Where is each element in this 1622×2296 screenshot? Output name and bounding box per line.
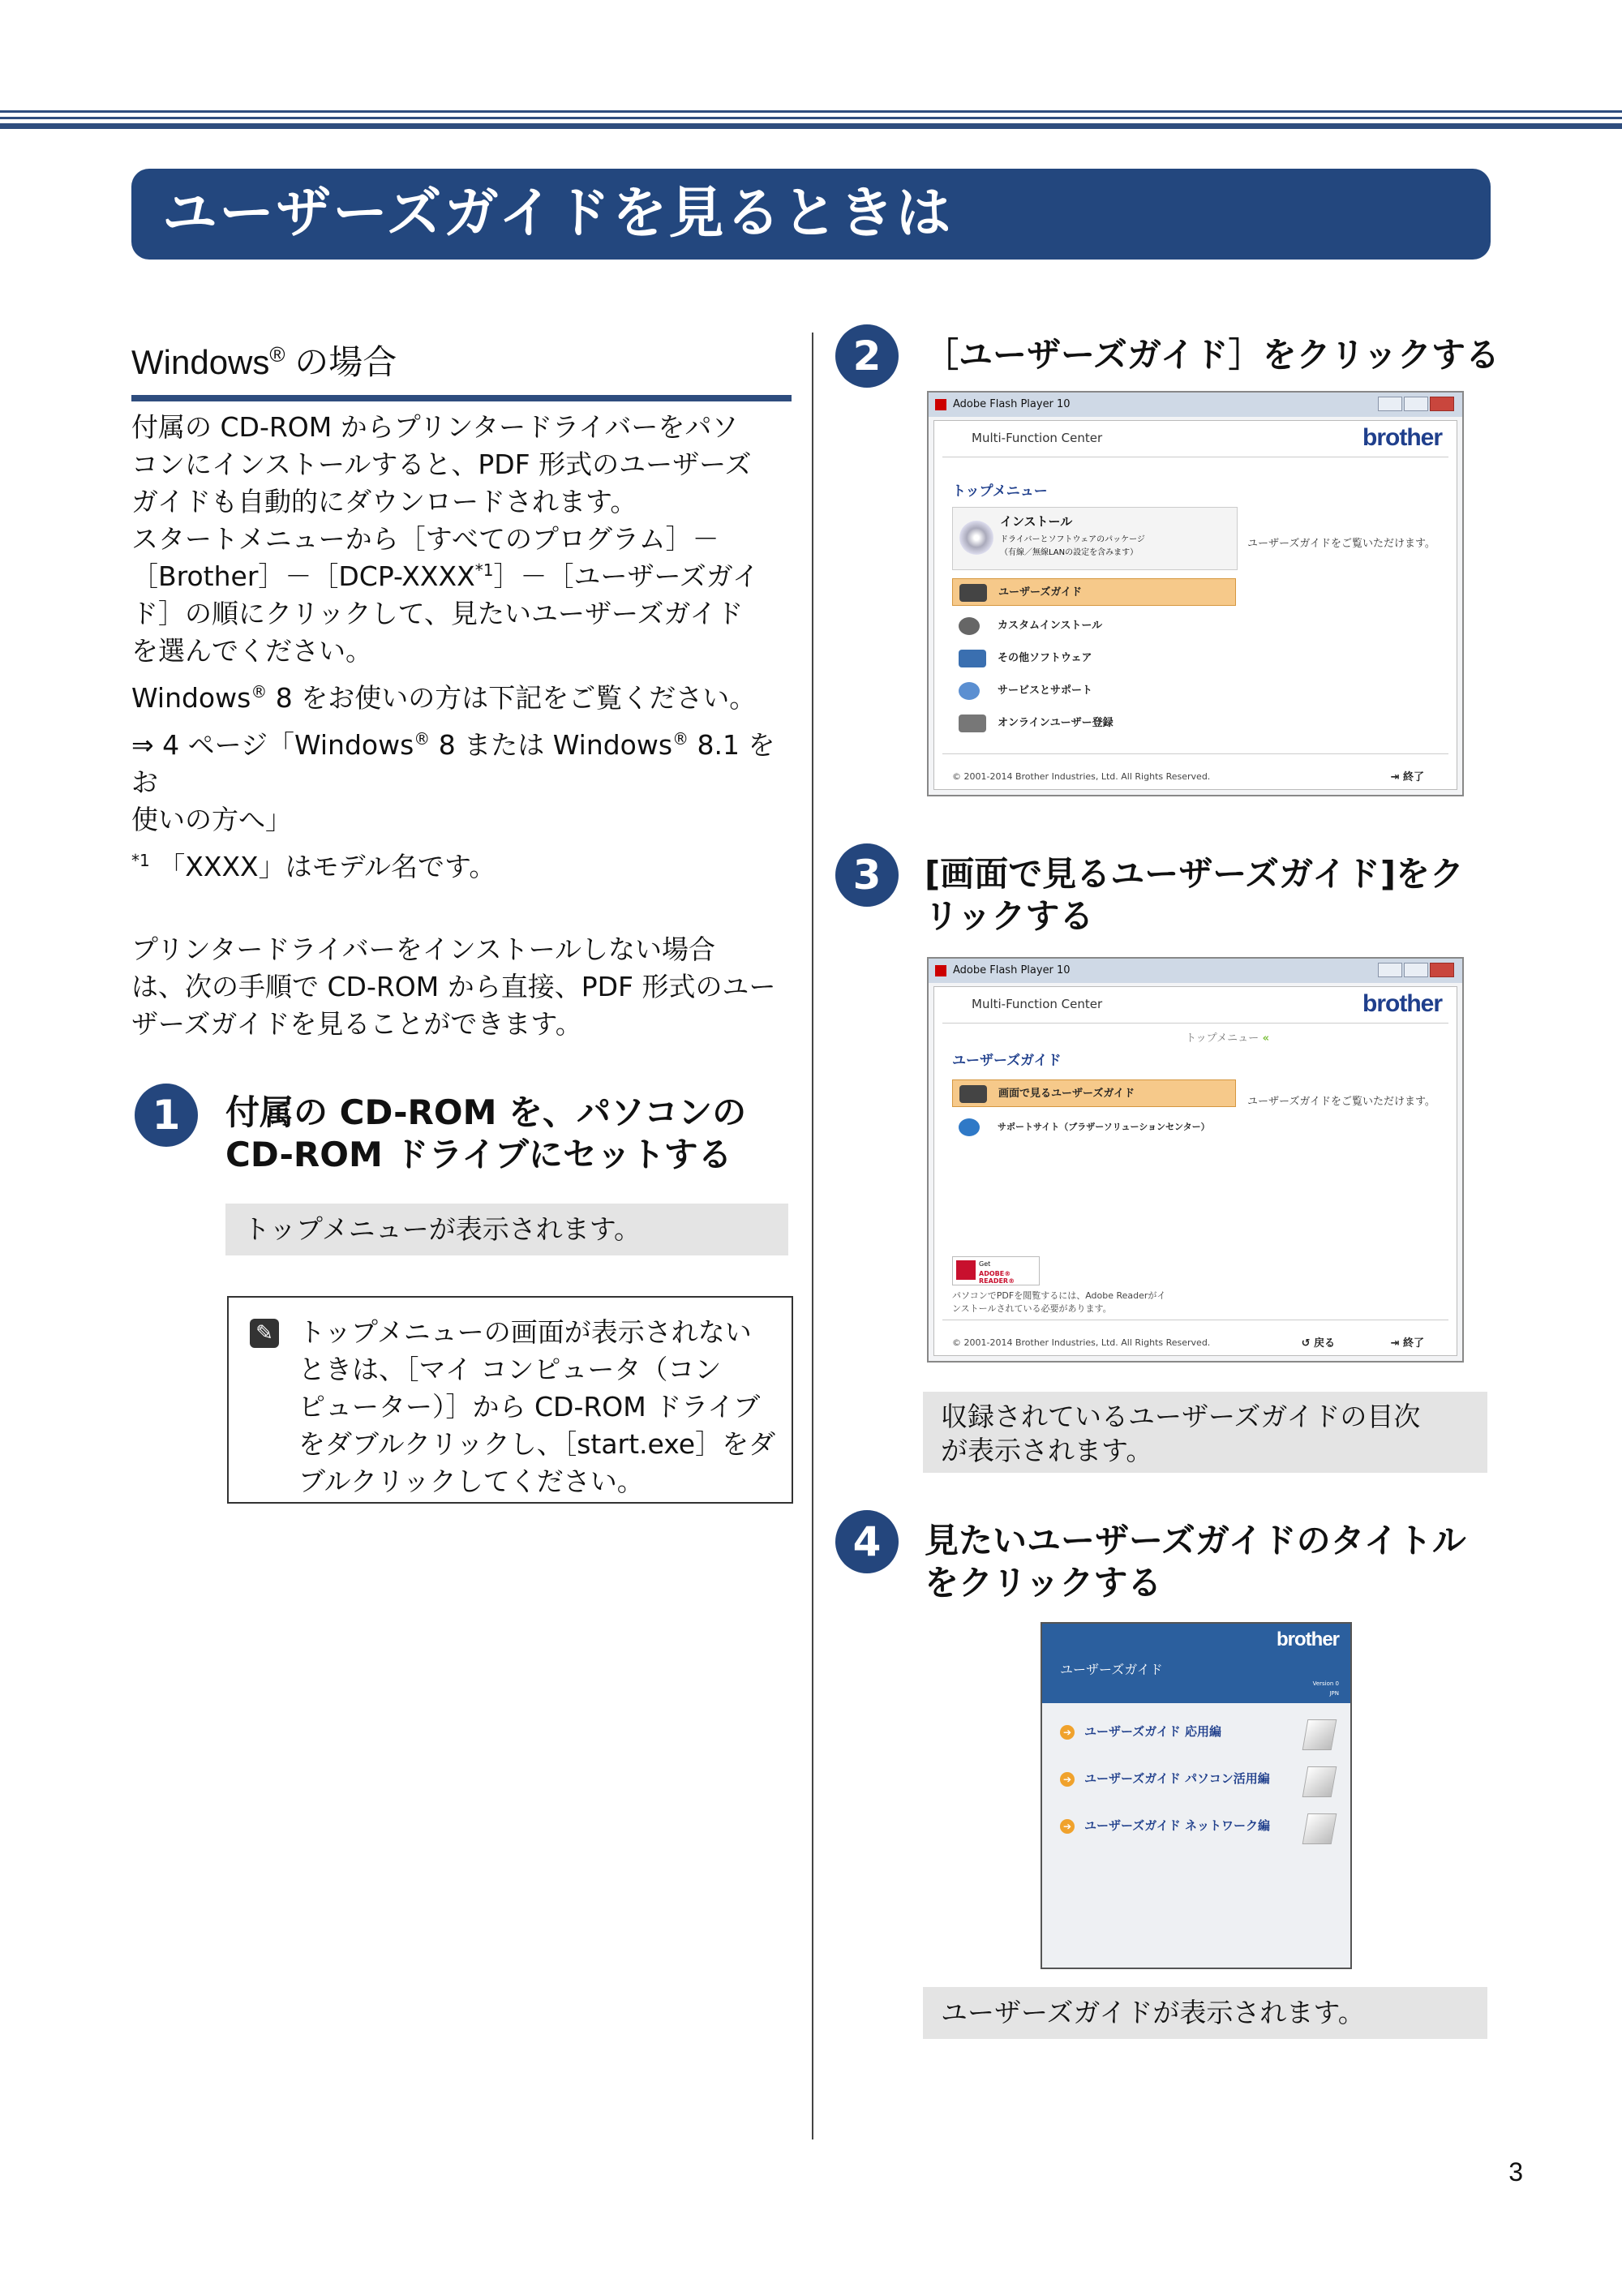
header-rule bbox=[0, 117, 1622, 119]
screenshot-top-menu bbox=[927, 391, 1464, 796]
adobe-get: Get bbox=[979, 1260, 991, 1268]
close-button[interactable] bbox=[1430, 963, 1454, 977]
description-text: ユーザーズガイドをご覧いただけます。 bbox=[1247, 1096, 1435, 1108]
arrow-icon: ➔ bbox=[1060, 1819, 1075, 1834]
exit-icon: ⇥ bbox=[1390, 1337, 1403, 1350]
guide-language: JPN bbox=[1329, 1690, 1339, 1697]
menu-user-guide[interactable]: ユーザーズガイド bbox=[952, 578, 1236, 606]
adobe-reader-badge[interactable] bbox=[952, 1256, 1040, 1285]
exit-button[interactable]: ⇥ 終了 bbox=[1390, 1337, 1424, 1350]
adobe-reader: ADOBE® READER® bbox=[979, 1270, 1015, 1285]
maximize-button[interactable] bbox=[1404, 963, 1428, 977]
page-number: 3 bbox=[1508, 2157, 1523, 2187]
breadcrumb-top-menu[interactable]: トップメニュー « bbox=[1186, 1032, 1270, 1045]
guide-link-advanced[interactable]: ➔ ユーザーズガイド 応用編 bbox=[1060, 1719, 1221, 1744]
step-title-1: 付属の CD-ROM を、パソコンの CD-ROM ドライブにセットする bbox=[225, 1092, 747, 1174]
install-sub: （有線／無線LANの設定を含みます） bbox=[1000, 548, 1139, 557]
install-label: インストール bbox=[1000, 514, 1073, 529]
arrow-icon: ➔ bbox=[1060, 1772, 1075, 1787]
section-title: ユーザーズガイド bbox=[952, 1053, 1062, 1069]
heading-rule bbox=[131, 395, 792, 401]
menu-other-software[interactable]: その他ソフトウェア bbox=[952, 645, 1236, 672]
guide-link-software[interactable]: ➔ ユーザーズガイド パソコン活用編 bbox=[1060, 1766, 1270, 1791]
screenshot-guide-list bbox=[1041, 1622, 1352, 1969]
section-title: トップメニュー bbox=[952, 483, 1048, 500]
back-button[interactable]: ↺ 戻る bbox=[1301, 1337, 1335, 1350]
app-window bbox=[933, 420, 1457, 790]
exit-icon: ⇥ bbox=[1390, 771, 1403, 783]
footer-separator bbox=[942, 753, 1448, 754]
step-result-4: ユーザーズガイドが表示されます。 bbox=[923, 1987, 1487, 2039]
window-controls bbox=[1378, 963, 1456, 979]
copyright: © 2001-2014 Brother Industries, Ltd. All Rights Reserved. bbox=[952, 771, 1211, 782]
column-divider bbox=[812, 333, 813, 2139]
app-title: Multi-Function Center bbox=[972, 431, 1103, 445]
brother-logo: brother bbox=[1362, 424, 1442, 451]
minimize-button[interactable] bbox=[1378, 397, 1402, 411]
header-rule bbox=[0, 110, 1622, 113]
brother-logo: brother bbox=[1362, 990, 1442, 1017]
intro-paragraph: 付属の CD-ROM からプリンタードライバーをパソ コンにインストールすると、PDF 形式のユーザーズ ガイドも自動的にダウンロードされます。 スタートメニューから［すべてのプログラム］－ $[Brother]-[DCP-XXXX^{*1}]-[$ユーザーズガイ ド］の順にクリックして、見たいユーザーズガイド を選んでください。 bbox=[131, 411, 759, 667]
menu-onscreen-guide[interactable]: 画面で見るユーザーズガイド bbox=[952, 1079, 1236, 1107]
step-number-4: 4 bbox=[835, 1510, 899, 1573]
step-result-3: 収録されているユーザーズガイドの目次 が表示されます。 bbox=[923, 1392, 1487, 1473]
maximize-button[interactable] bbox=[1404, 397, 1428, 411]
adobe-icon bbox=[956, 1260, 976, 1280]
flash-icon bbox=[935, 965, 946, 976]
windows8-note: Windows® 8 をお使いの方は下記をご覧ください。 bbox=[131, 682, 757, 714]
window-controls bbox=[1378, 397, 1456, 413]
menu-custom-install[interactable]: カスタムインストール bbox=[952, 612, 1236, 640]
no-driver-paragraph: プリンタードライバーをインストールしない場合 は、次の手順で CD-ROM から直接、PDF 形式のユー ザーズガイドを見ることができます。 bbox=[131, 933, 776, 1040]
app-title: Multi-Function Center bbox=[972, 997, 1103, 1011]
close-button[interactable] bbox=[1430, 397, 1454, 411]
menu-support-site[interactable]: サポートサイト（ブラザーソリューションセンター） bbox=[952, 1114, 1236, 1141]
flash-icon bbox=[935, 399, 946, 410]
menu-service-support[interactable]: サービスとサポート bbox=[952, 677, 1236, 705]
arrow-icon: ➔ bbox=[1060, 1725, 1075, 1740]
copyright: © 2001-2014 Brother Industries, Ltd. All Rights Reserved. bbox=[952, 1337, 1211, 1348]
install-item[interactable] bbox=[952, 507, 1238, 570]
header-rule bbox=[0, 123, 1622, 129]
gear-icon bbox=[959, 617, 980, 635]
people-icon bbox=[959, 682, 980, 700]
cd-icon bbox=[959, 521, 993, 555]
guide-title: ユーザーズガイド bbox=[1060, 1662, 1163, 1677]
guide-icon bbox=[959, 584, 987, 602]
memo-icon: ✎ bbox=[250, 1319, 279, 1348]
monitor-icon bbox=[959, 650, 986, 667]
step-title-4: 見たいユーザーズガイドのタイトル をクリックする bbox=[925, 1521, 1466, 1603]
install-sub: ドライバーとソフトウェアのパッケージ bbox=[1000, 535, 1145, 544]
header-separator bbox=[942, 1023, 1448, 1024]
step-number-1: 1 bbox=[135, 1084, 198, 1147]
document-icon bbox=[1302, 1719, 1337, 1750]
footnote: $^{*1}$ 「XXXX」はモデル名です。 bbox=[131, 851, 496, 882]
back-icon: ↺ bbox=[1301, 1337, 1314, 1350]
windows8-link[interactable]: ⇒ 4 ページ「Windows® 8 または Windows® 8.1 をお 使いの方へ」 bbox=[131, 729, 775, 835]
step-number-2: 2 bbox=[835, 324, 899, 388]
guide-link-network[interactable]: ➔ ユーザーズガイド ネットワーク編 bbox=[1060, 1813, 1270, 1838]
menu-online-registration[interactable]: オンラインユーザー登録 bbox=[952, 710, 1236, 737]
window-titlebar: Adobe Flash Player 10 bbox=[929, 393, 1462, 417]
description-text: ユーザーズガイドをご覧いただけます。 bbox=[1247, 538, 1435, 550]
minimize-button[interactable] bbox=[1378, 963, 1402, 977]
document-icon bbox=[1302, 1766, 1337, 1797]
note-text: トップメニューの画面が表示されない ときは、［マイ コンピュータ（コン ピューター）］から CD-ROM ドライブ をダブルクリックし、［start.exe］をダ ブルクリックしてください。 bbox=[298, 1316, 776, 1497]
exit-button[interactable]: ⇥ 終了 bbox=[1390, 771, 1424, 783]
brother-logo: brother bbox=[1277, 1629, 1339, 1650]
window-titlebar: Adobe Flash Player 10 bbox=[929, 959, 1462, 983]
adobe-note: パソコンでPDFを閲覧するには、Adobe Readerがイ ンストールされている必要があります。 bbox=[952, 1290, 1166, 1314]
step-number-3: 3 bbox=[835, 843, 899, 907]
screenshot-user-guide-menu bbox=[927, 957, 1464, 1363]
guide-icon bbox=[959, 1085, 987, 1103]
step-title-2: ［ユーザーズガイド］をクリックする bbox=[925, 335, 1500, 375]
document-icon bbox=[1302, 1813, 1337, 1844]
page-title: ユーザーズガイドを見るときは bbox=[131, 169, 1491, 260]
note-box bbox=[227, 1296, 793, 1504]
app-window bbox=[933, 986, 1457, 1356]
step-title-3: [画面で見るユーザーズガイド]をク リックする bbox=[925, 854, 1465, 936]
support-icon bbox=[959, 1118, 980, 1136]
guide-header bbox=[1042, 1624, 1350, 1703]
step-result-1: トップメニューが表示されます。 bbox=[225, 1204, 788, 1255]
windows-heading: Windows® の場合 bbox=[131, 342, 397, 381]
back-chevron-icon: « bbox=[1259, 1032, 1270, 1045]
guide-version: Version 0 bbox=[1312, 1680, 1339, 1687]
register-icon bbox=[959, 715, 986, 732]
